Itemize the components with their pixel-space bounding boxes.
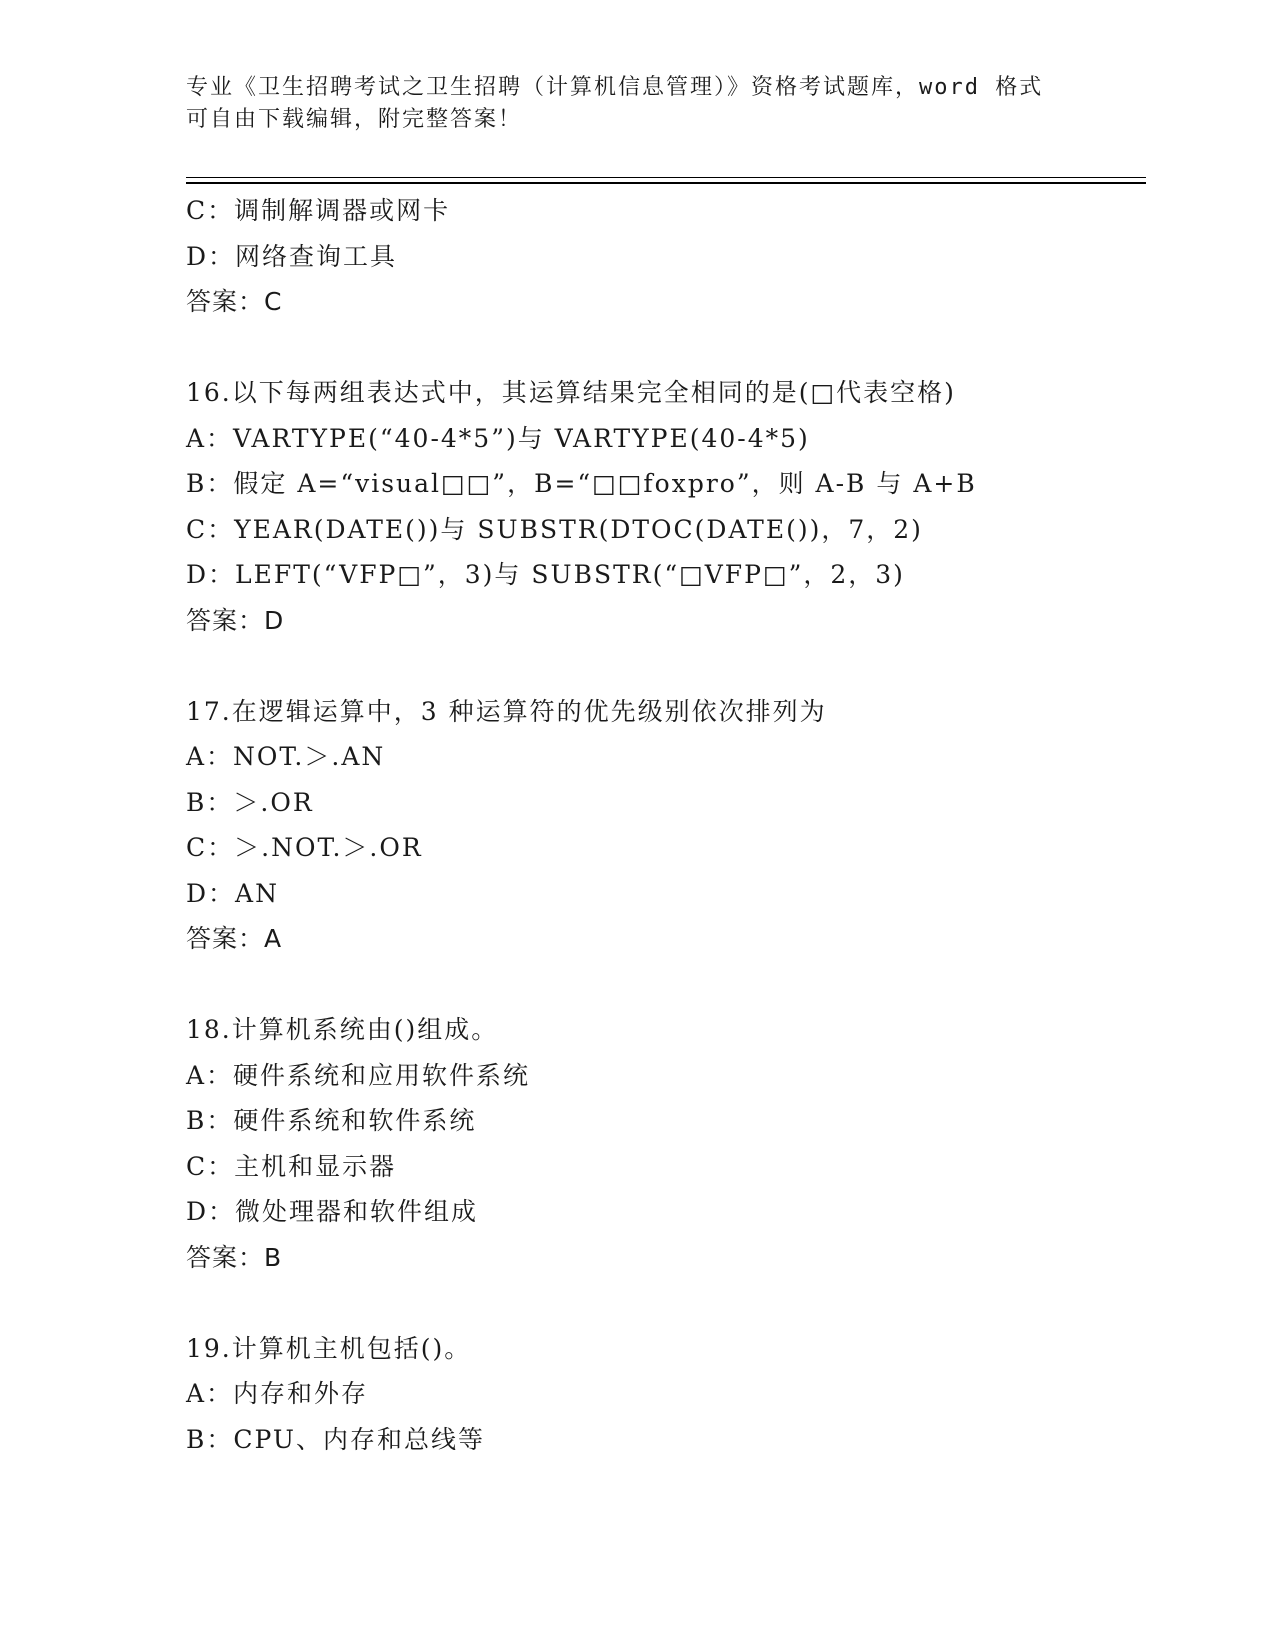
answer-line: 答案：D — [186, 605, 285, 635]
header-divider-thick — [186, 182, 1146, 184]
question-text: 16.以下每两组表达式中，其运算结果完全相同的是(□代表空格) — [186, 378, 956, 407]
answer-line: 答案：B — [186, 1242, 283, 1272]
option-line: C：＞.NOT.＞.OR — [186, 833, 423, 862]
question-block — [186, 1326, 1146, 1463]
option-line: B：＞.OR — [186, 787, 314, 817]
question-block — [186, 1007, 1146, 1280]
question-text: 18.计算机系统由()组成。 — [186, 1015, 499, 1044]
block-spacer — [186, 325, 1146, 371]
option-line: D：AN — [186, 878, 279, 908]
option-line: D：LEFT(“VFP□”，3)与 SUBSTR(“□VFP□”，2，3) — [186, 560, 905, 589]
option-line: C：调制解调器或网卡 — [186, 196, 451, 225]
answer-line: 答案：C — [186, 287, 283, 316]
header-line-1: 专业《卫生招聘考试之卫生招聘（计算机信息管理）》资格考试题库，word 格式 — [186, 75, 1044, 100]
option-line: D：微处理器和软件组成 — [186, 1197, 479, 1226]
option-line: D：网络查询工具 — [186, 241, 398, 271]
answer-line: 答案：A — [186, 924, 283, 953]
question-block — [186, 689, 1146, 962]
header-divider-thin — [186, 177, 1146, 178]
option-line: B：硬件系统和软件系统 — [186, 1106, 477, 1135]
block-spacer — [186, 643, 1146, 689]
option-line: A：硬件系统和应用软件系统 — [186, 1060, 531, 1090]
question-block — [186, 370, 1146, 643]
option-line: B：CPU、内存和总线等 — [186, 1424, 485, 1454]
option-line: A：VARTYPE(“40-4*5”)与 VARTYPE(40-4*5) — [186, 423, 810, 453]
option-line: A：NOT.＞.AN — [186, 742, 386, 771]
question-text: 17.在逻辑运算中，3 种运算符的优先级别依次排列为 — [186, 696, 827, 726]
question-block — [186, 188, 1146, 325]
block-spacer — [186, 1280, 1146, 1326]
question-list — [186, 188, 1146, 1462]
question-text: 19.计算机主机包括()。 — [186, 1333, 472, 1363]
option-line: A：内存和外存 — [186, 1379, 369, 1408]
document-header — [186, 72, 1086, 136]
block-spacer — [186, 962, 1146, 1008]
option-line: C：YEAR(DATE())与 SUBSTR(DTOC(DATE())，7，2) — [186, 514, 923, 544]
header-line-2: 可自由下载编辑，附完整答案！ — [186, 107, 523, 132]
option-line: B：假定 A=“visual□□”，B=“□□foxpro”，则 A-B 与 A+B — [186, 469, 977, 498]
option-line: C：主机和显示器 — [186, 1151, 397, 1181]
